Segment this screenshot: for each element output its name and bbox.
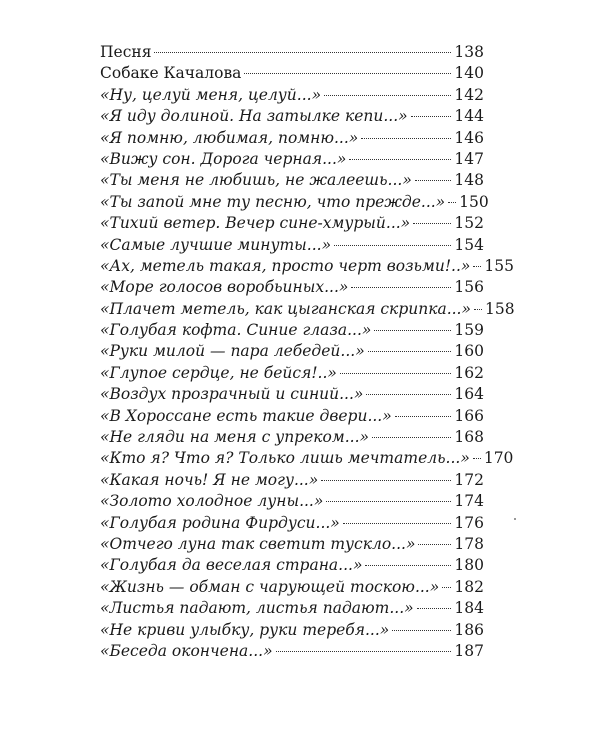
toc-entry-title: «Ну, целуй меня, целуй...» xyxy=(100,85,322,104)
toc-entry[interactable] xyxy=(100,620,484,641)
toc-entry-page-number: 172 xyxy=(454,470,484,489)
toc-entry[interactable] xyxy=(100,149,484,170)
dot-leader xyxy=(442,587,451,588)
toc-entry-page-number: 159 xyxy=(454,321,484,340)
toc-entry-page-number: 164 xyxy=(454,385,484,404)
toc-entry[interactable] xyxy=(100,427,484,448)
toc-entry-title: «Вижу сон. Дорога черная...» xyxy=(100,149,347,168)
toc-entry-title: «Плачет метель, как цыганская скрипка...» xyxy=(100,299,471,318)
toc-entry-title: «Не гляди на меня с упреком...» xyxy=(100,428,369,447)
dot-leader xyxy=(413,223,451,224)
toc-entry[interactable] xyxy=(100,235,484,256)
toc-entry-page-number: 160 xyxy=(454,342,484,361)
toc-entry[interactable] xyxy=(100,277,484,298)
toc-entry-page-number: 154 xyxy=(454,235,484,254)
toc-entry-page-number: 152 xyxy=(454,214,484,233)
toc-entry-page-number: 178 xyxy=(454,534,484,553)
toc-entry-page-number: 186 xyxy=(454,620,484,639)
toc-entry-title: «Листья падают, листья падают...» xyxy=(100,599,414,618)
toc-entry[interactable] xyxy=(100,170,484,191)
toc-entry-title: «Золото холодное луны...» xyxy=(100,492,324,511)
toc-entry-page-number: 148 xyxy=(454,171,484,190)
toc-entry-page-number: 138 xyxy=(454,43,484,61)
dot-leader xyxy=(351,287,451,288)
toc-entry-page-number: 176 xyxy=(454,513,484,532)
toc-entry[interactable] xyxy=(100,299,515,320)
toc-entry[interactable] xyxy=(100,513,484,534)
dot-leader xyxy=(365,565,451,566)
dot-leader xyxy=(411,116,452,117)
toc-entry-title: «Голубая родина Фирдуси...» xyxy=(100,513,340,532)
toc-entry-title: Собаке Качалова xyxy=(100,64,242,83)
toc-entry-title: «Ах, метель такая, просто черт возьми!..» xyxy=(100,256,471,275)
dot-leader xyxy=(474,309,482,310)
toc-entry-title: «Беседа окончена...» xyxy=(100,641,273,660)
toc-entry-page-number: 182 xyxy=(454,577,484,596)
toc-entry-page-number: 140 xyxy=(454,64,484,83)
dot-leader xyxy=(244,73,451,74)
toc-entry[interactable] xyxy=(100,555,484,576)
dot-leader xyxy=(321,480,451,481)
dot-leader xyxy=(395,416,452,417)
toc-entry-title: «Море голосов воробьиных...» xyxy=(100,278,349,297)
toc-entry-title: «Не криви улыбку, руки теребя...» xyxy=(100,620,390,639)
toc-entry-title: «Кто я? Что я? Только лишь мечтатель...» xyxy=(100,449,470,468)
toc-entry-title: «Ты меня не любишь, не жалеешь...» xyxy=(100,171,412,190)
toc-entry[interactable] xyxy=(100,406,484,427)
dot-leader xyxy=(324,95,451,96)
toc-entry-page-number: 150 xyxy=(459,192,489,211)
toc-entry[interactable] xyxy=(100,341,484,362)
dot-leader xyxy=(473,458,481,459)
dot-leader xyxy=(368,351,452,352)
toc-entry[interactable] xyxy=(100,42,484,63)
toc-entry-title: «Отчего луна так светит тускло...» xyxy=(100,534,416,553)
toc-entry-title: «Я иду долиной. На затылке кепи...» xyxy=(100,107,408,126)
toc-entry-page-number: 184 xyxy=(454,599,484,618)
dot-leader xyxy=(372,437,451,438)
toc-entry-page-number: 142 xyxy=(454,85,484,104)
toc-entry-title: «В Хороссане есть такие двери...» xyxy=(100,406,392,425)
toc-entry[interactable] xyxy=(100,577,484,598)
toc-entry-page-number: 147 xyxy=(454,149,484,168)
dot-leader xyxy=(361,138,451,139)
toc-entry-page-number: 187 xyxy=(454,641,484,660)
dot-leader xyxy=(334,245,451,246)
dot-leader xyxy=(349,159,451,160)
paper-speck xyxy=(514,518,516,520)
toc-entry-page-number: 170 xyxy=(483,449,514,468)
dot-leader xyxy=(343,523,452,524)
table-of-contents xyxy=(100,42,515,662)
toc-entry-page-number: 158 xyxy=(484,299,515,318)
toc-entry[interactable] xyxy=(100,213,484,234)
toc-entry[interactable] xyxy=(100,106,484,127)
toc-entry-page-number: 174 xyxy=(454,492,484,511)
toc-entry-page-number: 166 xyxy=(454,406,484,425)
dot-leader xyxy=(366,394,451,395)
toc-entry-title: «Голубая да веселая страна...» xyxy=(100,556,363,575)
dot-leader xyxy=(276,651,452,652)
toc-entry[interactable] xyxy=(100,534,484,555)
toc-entry[interactable] xyxy=(100,491,484,512)
toc-entry-page-number: 162 xyxy=(454,363,484,382)
toc-entry[interactable] xyxy=(100,363,484,384)
toc-entry-page-number: 168 xyxy=(454,428,484,447)
toc-entry[interactable] xyxy=(100,448,514,469)
toc-entry-title: «Я помню, любимая, помню...» xyxy=(100,128,359,147)
toc-entry-page-number: 155 xyxy=(484,256,514,275)
dot-leader xyxy=(418,544,451,545)
dot-leader xyxy=(473,266,481,267)
dot-leader xyxy=(392,630,451,631)
toc-entry-title: Песня xyxy=(100,43,152,61)
toc-entry-title: «Голубая кофта. Синие глаза...» xyxy=(100,321,372,340)
toc-entry-page-number: 144 xyxy=(454,107,484,126)
toc-entry[interactable] xyxy=(100,192,489,213)
toc-entry[interactable] xyxy=(100,63,484,84)
toc-entry[interactable] xyxy=(100,256,514,277)
dot-leader xyxy=(340,373,452,374)
toc-entry-title: «Какая ночь! Я не могу...» xyxy=(100,470,319,489)
toc-entry-title: «Тихий ветер. Вечер сине-хмурый...» xyxy=(100,214,411,233)
dot-leader xyxy=(326,501,451,502)
toc-entry-title: «Самые лучшие минуты...» xyxy=(100,235,332,254)
dot-leader xyxy=(417,608,452,609)
dot-leader xyxy=(415,180,452,181)
toc-entry[interactable] xyxy=(100,85,484,106)
toc-entry[interactable] xyxy=(100,384,484,405)
toc-entry-title: «Жизнь — обман с чарующей тоскою...» xyxy=(100,577,440,596)
toc-entry-page-number: 180 xyxy=(454,556,484,575)
toc-entry-page-number: 146 xyxy=(454,128,484,147)
dot-leader xyxy=(154,52,451,53)
toc-entry[interactable] xyxy=(100,128,484,149)
toc-entry-page-number: 156 xyxy=(454,278,484,297)
toc-entry-title: «Глупое сердце, не бейся!..» xyxy=(100,363,337,382)
toc-entry[interactable] xyxy=(100,598,484,619)
toc-entry[interactable] xyxy=(100,320,484,341)
toc-entry-title: «Руки милой — пара лебедей...» xyxy=(100,342,365,361)
toc-entry[interactable] xyxy=(100,470,484,491)
dot-leader xyxy=(448,202,456,203)
toc-entry-title: «Ты запой мне ту песню, что прежде...» xyxy=(100,192,446,211)
toc-entry[interactable] xyxy=(100,641,484,662)
dot-leader xyxy=(374,330,451,331)
toc-entry-title: «Воздух прозрачный и синий...» xyxy=(100,385,364,404)
